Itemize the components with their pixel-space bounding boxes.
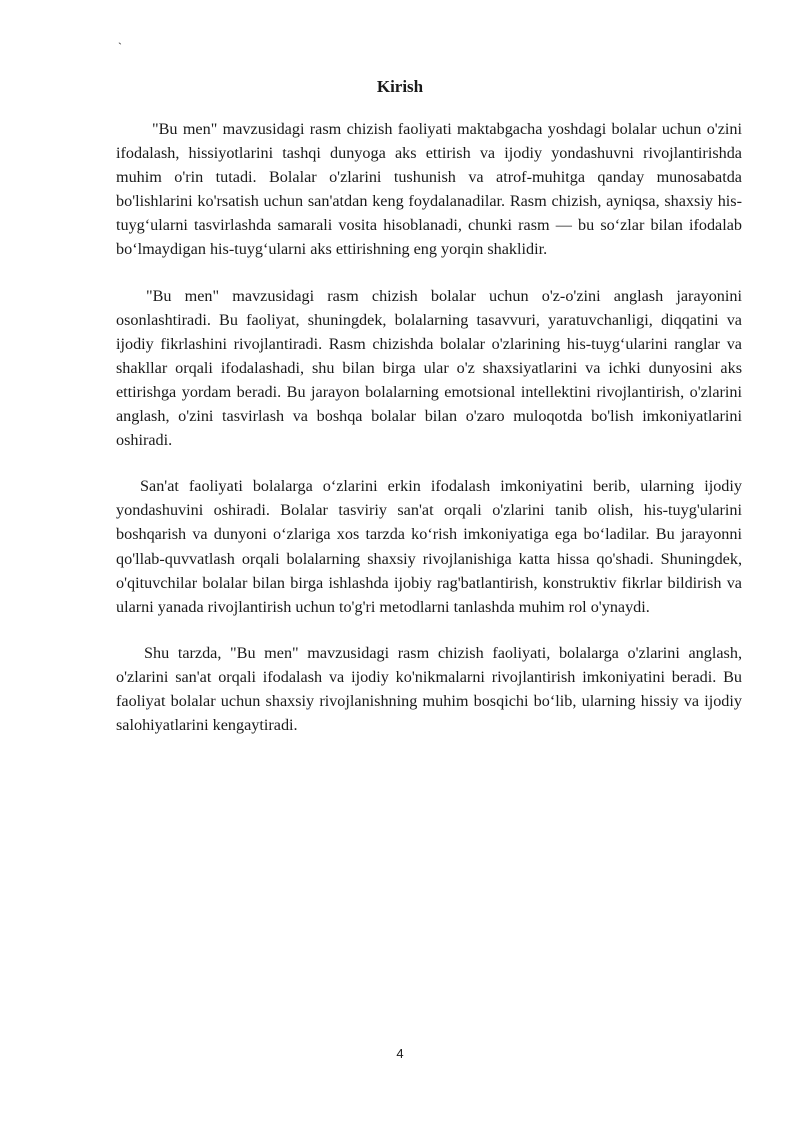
document-body xyxy=(116,117,742,759)
paragraph-2: "Bu men" mavzusidagi rasm chizish bolalar uchun o'z-o'zini anglash jarayonini osonlashtiradi. Bu faoliyat, shuningdek, bolalarning tasavvuri, yaratuvchanligi, diqqatini va ijodiy fikrlashini rivojlantiradi. Rasm chizishda bolalar o'zlarining his-tuyg‘ularini ranglar va shakllar orqali ifodalashadi, shu bilan birga ular o'z shaxsiyatlarini va ichki dunyosini aks ettirishga yordam beradi. Bu jarayon bolalarning emotsional intellektini rivojlantirish, o'zlarini anglash, o'zini tasvirlash va boshqa bolalar bilan o'zaro muloqotda bo'lish imkoniyatlarini oshiradi. xyxy=(116,286,742,450)
paragraph-1: "Bu men" mavzusidagi rasm chizish faoliyati maktabgacha yoshdagi bolalar uchun o'zini ifodalash, hissiyotlarini tashqi dunyoga aks ettirish va ijodiy yondashuvni rivojlantirishda muhim o'rin tutadi. Bolalar o'zlarini tushunish va atrof-muhitga qanday munosabatda bo'lishlarini ko'rsatish uchun san'atdan keng foydalanadilar. Rasm chizish, ayniqsa, shaxsiy his-tuyg‘ularni tasvirlashda samarali vosita hisoblanadi, chunki rasm — bu so‘zlar bilan ifodalab bo‘lmaydigan his-tuyg‘ularni aks ettirishning eng yorqin shaklidir. xyxy=(116,120,742,259)
corner-mark: ` xyxy=(118,40,122,54)
paragraph-3: San'at faoliyati bolalarga o‘zlarini erkin ifodalash imkoniyatini berib, ularning ijodiy yondashuvini oshiradi. Bolalar tasviriy san'at orqali o'zlarini tanib olish, his-tuyg'ularini boshqarish va dunyoni o‘zlariga xos tarzda ko‘rish imkoniyatiga ega bo‘ladilar. Bu jarayonni qo'llab-quvvatlash orqali bolalarning shaxsiy rivojlanishiga katta hissa qo'shadi. Shuningdek, o'qituvchilar bolalar bilan birga ishlashda ijobiy rag'batlantirish, konstruktiv fikrlar bildirish va ularni yanada rivojlantirish uchun to'g'ri metodlarni tanlashda muhim rol o'ynaydi. xyxy=(116,477,742,616)
page-title: Kirish xyxy=(376,77,424,96)
page-number: 4 xyxy=(396,1046,404,1061)
paragraph-4: Shu tarzda, "Bu men" mavzusidagi rasm chizish faoliyati, bolalarga o'zlarini anglash, o'zlarini san'at orqali ifodalash va ijodiy ko'nikmalarni rivojlantirish imkoniyatini beradi. Bu faoliyat bolalar uchun shaxsiy rivojlanishning muhim bosqichi bo‘lib, ularning hissiy va ijodiy salohiyatlarini kengaytiradi. xyxy=(116,643,742,735)
